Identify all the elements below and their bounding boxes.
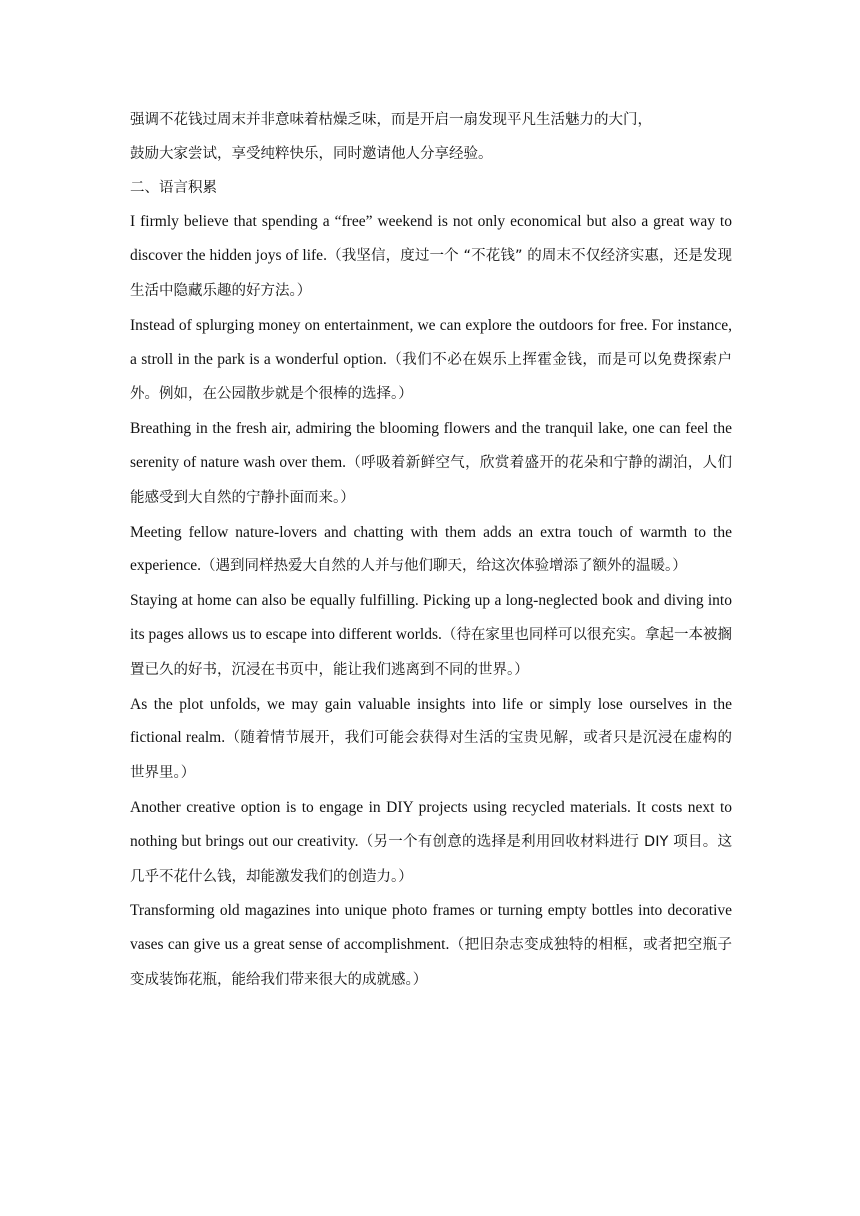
paragraph-english: I firmly believe that spending a “free” weekend is not only economical but also a great way to discover the hidden joys of life. — [130, 213, 732, 265]
paragraph — [130, 894, 732, 997]
paragraph-english: Instead of splurging money on entertainment, we can explore the outdoors for free. For instance, a stroll in the park is a wonderful option. — [130, 316, 732, 368]
paragraph-chinese: （我坚信，度过一个 “不花钱” 的周末不仅经济实惠，还是发现生活中隐藏乐趣的好方法。） — [130, 248, 732, 299]
paragraph-chinese: （随着情节展开，我们可能会获得对生活的宝贵见解，或者只是沉浸在虚构的世界里。） — [130, 730, 732, 782]
paragraph — [130, 309, 732, 412]
paragraph — [130, 688, 732, 791]
paragraph — [130, 412, 732, 515]
paragraph-english: Breathing in the fresh air, admiring the blooming flowers and the tranquil lake, one can feel the serenity of nature wash over them. — [130, 420, 732, 471]
section-heading: 二、语言积累 — [130, 179, 217, 196]
paragraph-chinese: （另一个有创意的选择是利用回收材料进行 DIY 项目。这几乎不花什么钱，却能激发我们的创造力。） — [130, 833, 732, 885]
paragraph — [130, 516, 732, 585]
paragraph-english: Staying at home can also be equally fulfilling. Picking up a long-neglected book and diving into its pages allows us to escape into different worlds. — [130, 592, 732, 643]
paragraph-english: Transforming old magazines into unique photo frames or turning empty bottles into decorative vases can give us a great sense of accomplishment. — [130, 902, 732, 954]
paragraph-english: As the plot unfolds, we may gain valuable insights into life or simply lose ourselves in the fictional realm. — [130, 695, 732, 747]
document-body — [130, 104, 732, 998]
paragraph — [130, 791, 732, 894]
paragraph-chinese: （遇到同样热爱大自然的人并与他们聊天，给这次体验增添了额外的温暖。） — [201, 558, 687, 575]
paragraph-chinese: （呼吸着新鲜空气，欣赏着盛开的花朵和宁静的湖泊，人们能感受到大自然的宁静扑面而来。） — [130, 454, 732, 506]
intro-line-2: 鼓励大家尝试，享受纯粹快乐，同时邀请他人分享经验。 — [130, 145, 493, 162]
paragraph-english: Meeting fellow nature-lovers and chatting with them adds an extra touch of warmth to the experience. — [130, 523, 732, 575]
paragraph — [130, 205, 732, 308]
paragraph-chinese: （待在家里也同样可以很充实。拿起一本被搁置已久的好书，沉浸在书页中，能让我们逃离到不同的世界。） — [130, 626, 732, 678]
intro-line-1: 强调不花钱过周末并非意味着枯燥乏味，而是开启一扇发现平凡生活魅力的大门， — [130, 112, 652, 128]
paragraph-english: Another creative option is to engage in DIY projects using recycled materials. It costs next to nothing but brings out our creativity. — [130, 798, 732, 850]
paragraph-chinese: （把旧杂志变成独特的相框，或者把空瓶子变成装饰花瓶，能给我们带来很大的成就感。） — [130, 937, 732, 988]
paragraph-chinese: （我们不必在娱乐上挥霍金钱，而是可以免费探索户外。例如，在公园散步就是个很棒的选择。） — [130, 351, 732, 403]
paragraph — [130, 584, 732, 687]
